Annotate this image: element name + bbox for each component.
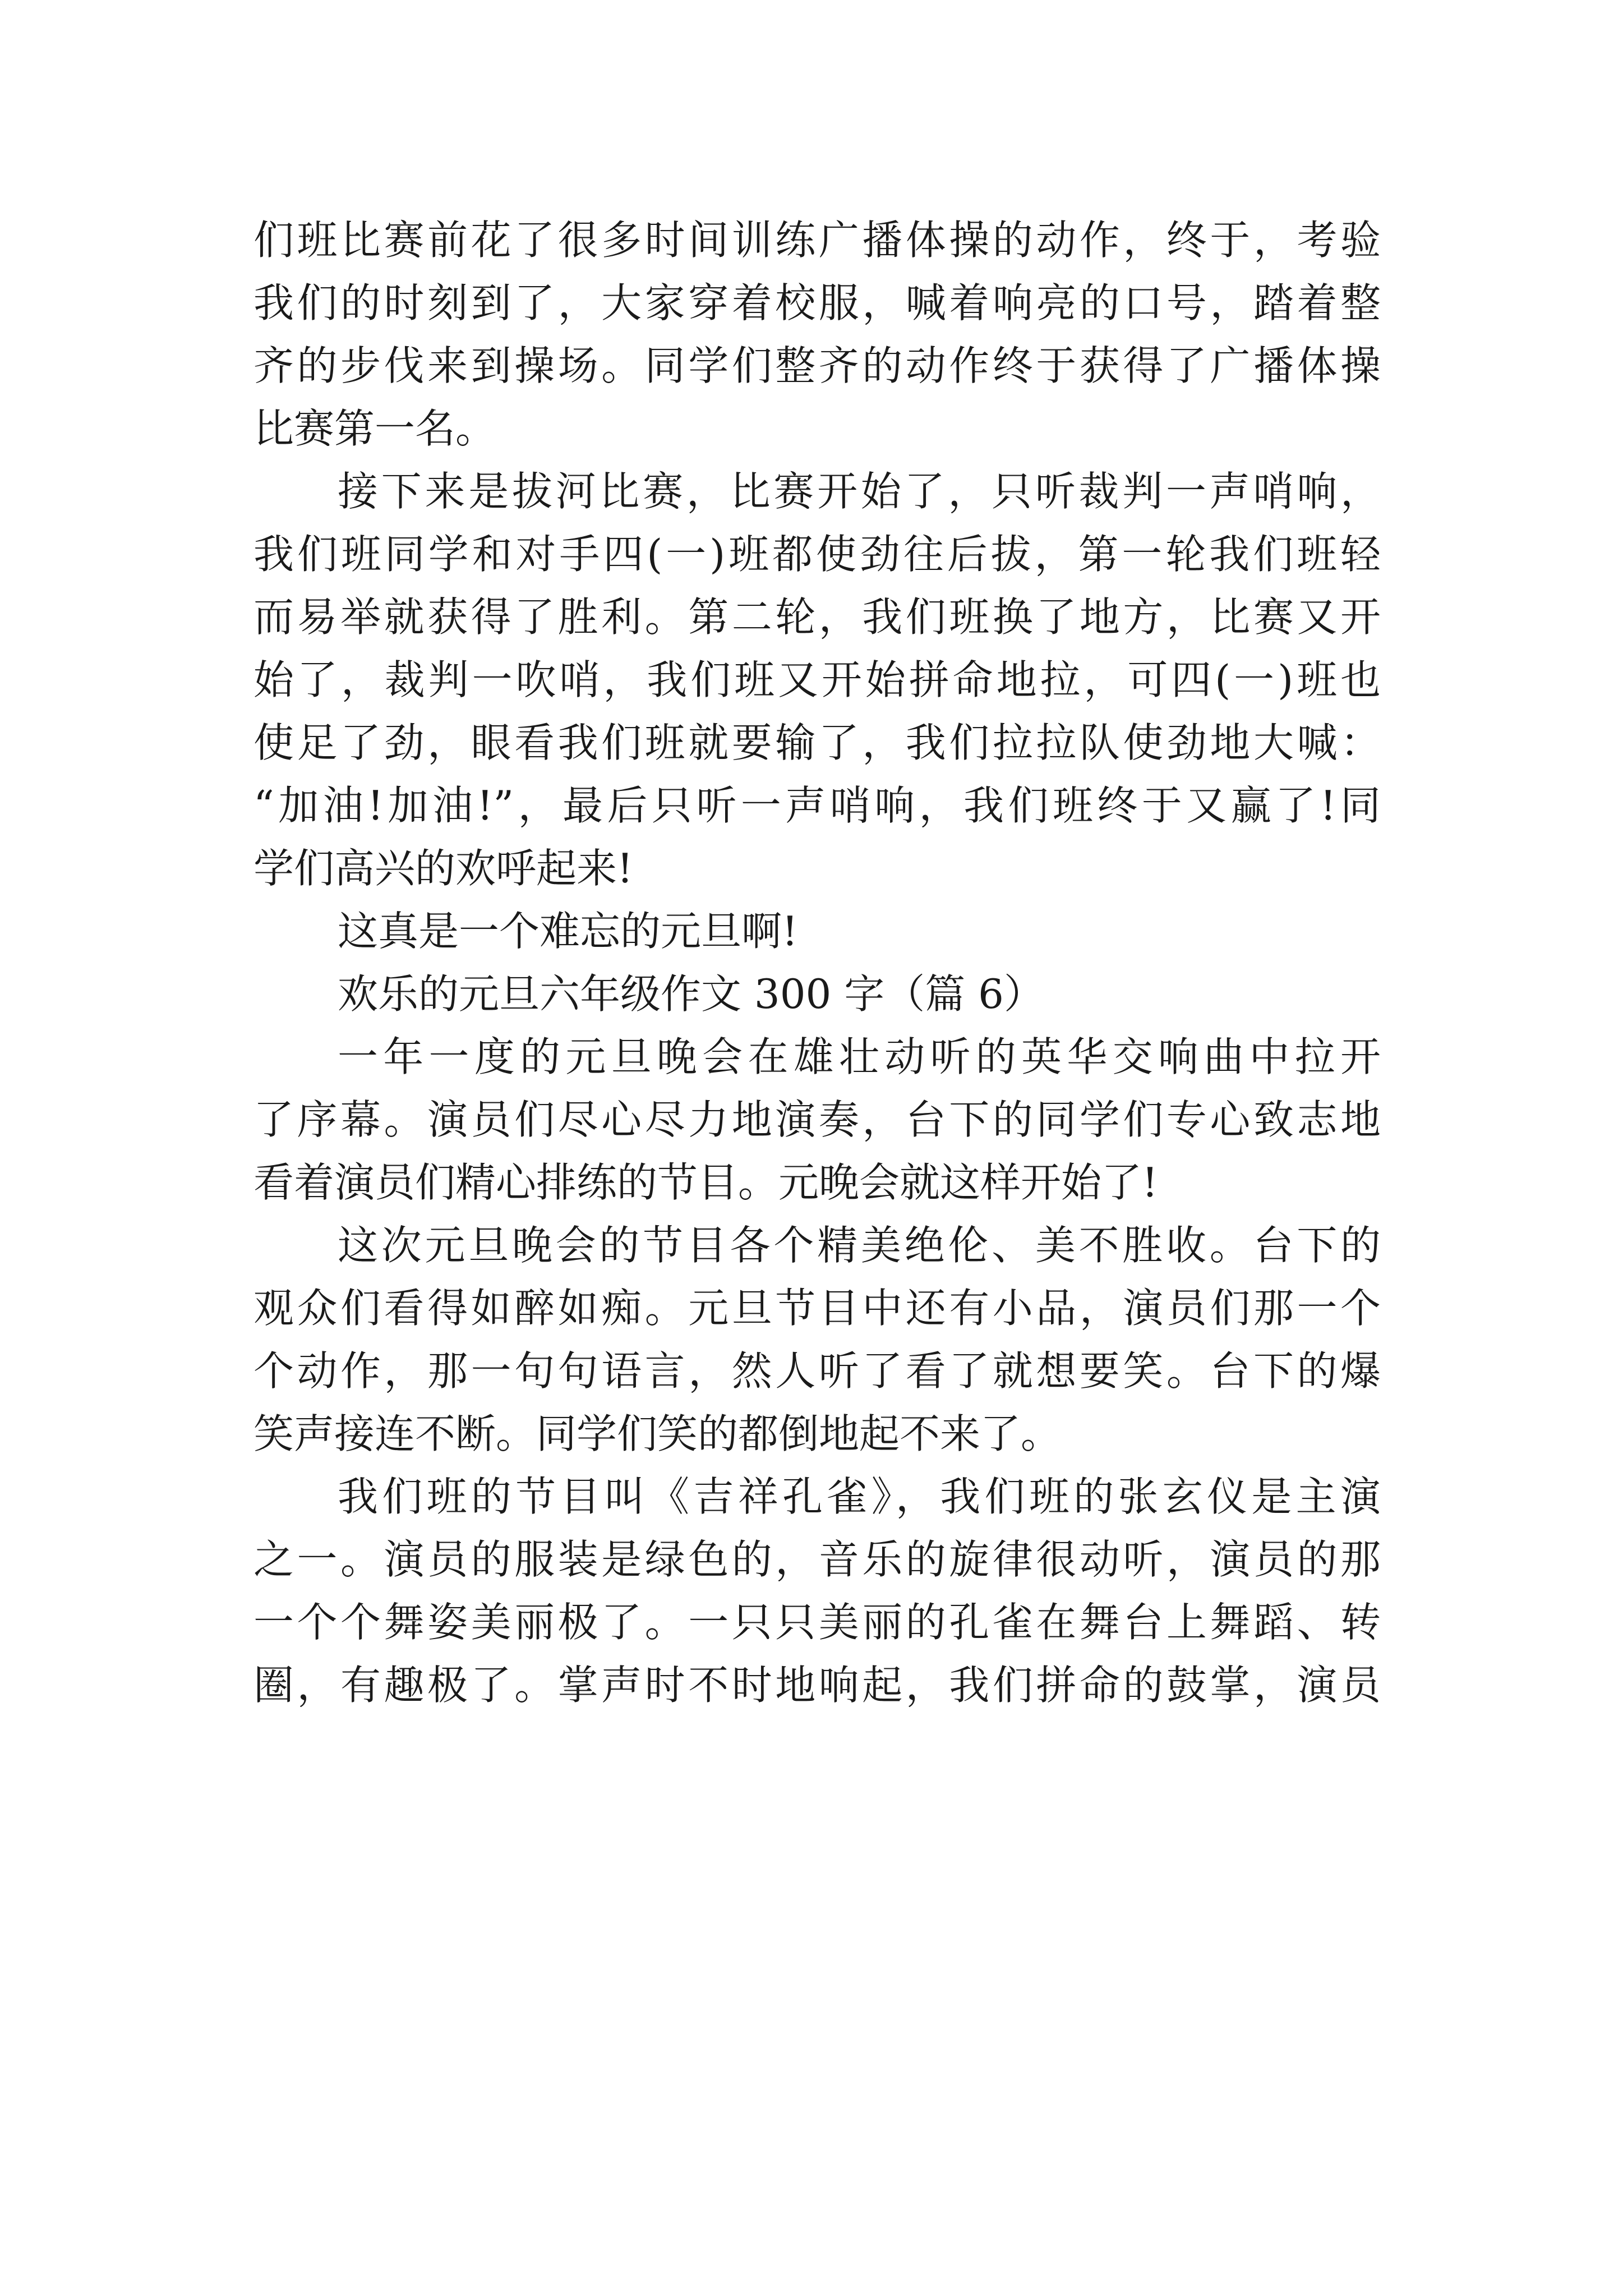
paragraph-start-line: 这真是一个难忘的元旦啊! bbox=[338, 908, 798, 955]
text-line: 个动作，那一句句语言，然人听了看了就想要笑。台下的爆 bbox=[253, 1347, 1381, 1395]
text-line: 看着演员们精心排练的节目。元晚会就这样开始了! bbox=[253, 1159, 1158, 1206]
paragraph-start-line: 这次元旦晚会的节目各个精美绝伦、美不胜收。台下的 bbox=[338, 1222, 1381, 1269]
text-line: 我们的时刻到了，大家穿着校服，喊着响亮的口号，踏着整 bbox=[253, 279, 1381, 326]
text-line: 笑声接连不断。同学们笑的都倒地起不来了。 bbox=[253, 1410, 1062, 1457]
text-line: 使足了劲，眼看我们班就要输了，我们拉拉队使劲地大喊： bbox=[253, 719, 1381, 766]
text-line: 圈，有趣极了。掌声时不时地响起，我们拼命的鼓掌，演员 bbox=[253, 1662, 1381, 1709]
section-heading: 欢乐的元旦六年级作文 300 字（篇 6） bbox=[338, 970, 1044, 1018]
text-line: 比赛第一名。 bbox=[253, 405, 496, 452]
text-line: 而易举就获得了胜利。第二轮，我们班换了地方，比赛又开 bbox=[253, 593, 1381, 641]
text-line: 齐的步伐来到操场。同学们整齐的动作终于获得了广播体操 bbox=[253, 342, 1381, 389]
text-line: 们班比赛前花了很多时间训练广播体操的动作，终于，考验 bbox=[253, 217, 1381, 264]
paragraph-start-line: 接下来是拔河比赛，比赛开始了，只听裁判一声哨响， bbox=[338, 468, 1381, 515]
text-line: 观众们看得如醉如痴。元旦节目中还有小品，演员们那一个 bbox=[253, 1285, 1381, 1332]
document-body bbox=[253, 213, 1381, 1712]
text-line: “加油!加油!”，最后只听一声哨响，我们班终于又赢了!同 bbox=[253, 782, 1381, 829]
text-line: 之一。演员的服装是绿色的，音乐的旋律很动听，演员的那 bbox=[253, 1536, 1381, 1583]
text-line: 我们班同学和对手四(一)班都使劲往后拔，第一轮我们班轻 bbox=[253, 531, 1381, 578]
text-line: 学们高兴的欢呼起来! bbox=[253, 845, 633, 892]
text-line: 一个个舞姿美丽极了。一只只美丽的孔雀在舞台上舞蹈、转 bbox=[253, 1599, 1381, 1646]
paragraph-start-line: 我们班的节目叫《吉祥孔雀》，我们班的张玄仪是主演 bbox=[338, 1473, 1381, 1520]
text-line: 始了，裁判一吹哨，我们班又开始拼命地拉，可四(一)班也 bbox=[253, 656, 1381, 703]
paragraph-start-line: 一年一度的元旦晚会在雄壮动听的英华交响曲中拉开 bbox=[338, 1033, 1381, 1080]
text-line: 了序幕。演员们尽心尽力地演奏，台下的同学们专心致志地 bbox=[253, 1096, 1381, 1143]
